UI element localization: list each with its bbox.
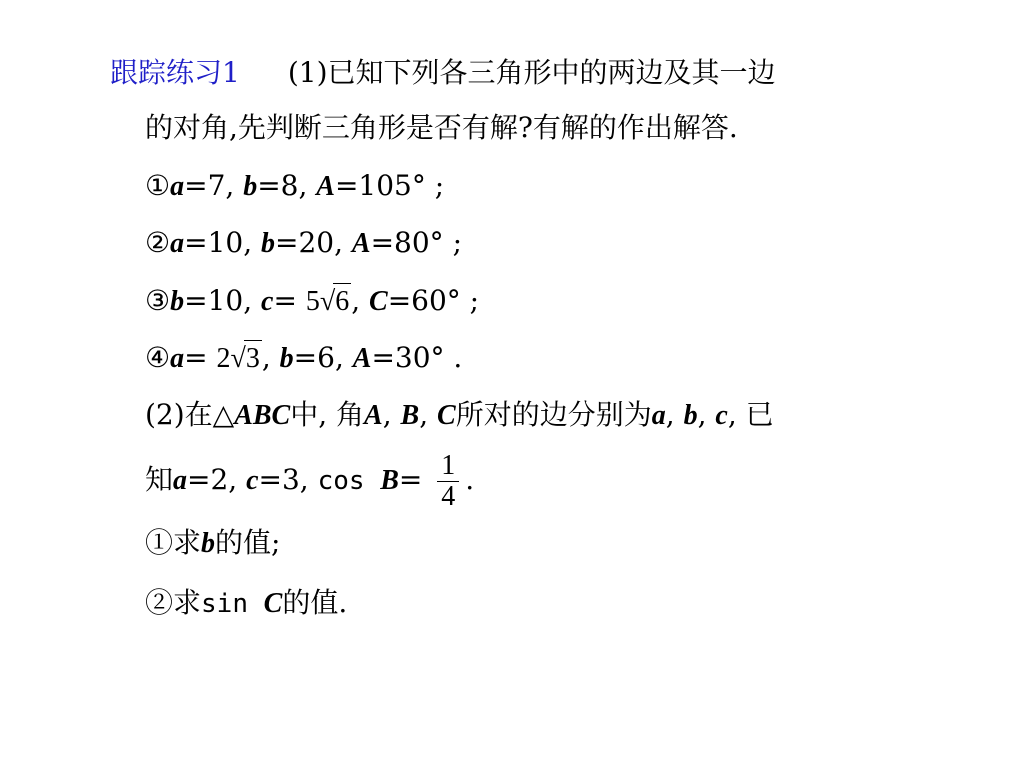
denominator: 4 xyxy=(441,481,456,512)
sin-function: sin xyxy=(201,589,264,619)
item-4-text: =30° . xyxy=(371,341,463,374)
var-b: b xyxy=(683,400,698,431)
fraction xyxy=(437,451,459,512)
part2-text: 知 xyxy=(145,463,174,496)
intro-text-a: (1)已知下列各三角形中的两边及其一边 xyxy=(287,56,776,89)
item-2 xyxy=(145,225,462,262)
separator: , xyxy=(382,398,401,431)
var-a: a xyxy=(173,465,188,496)
radicand: 6 xyxy=(333,283,351,320)
item-3-text: =60° ; xyxy=(387,284,480,317)
var-A: A xyxy=(352,343,372,374)
heading-line xyxy=(110,55,776,91)
question-2-mark: ②求 xyxy=(145,586,202,619)
sqrt-expression: 5√6 xyxy=(306,283,351,320)
question-1-mark: ①求 xyxy=(145,526,202,559)
part2-text: , 已 xyxy=(727,398,774,431)
triangle-name: ABC xyxy=(234,400,291,431)
item-3-mark: ③ xyxy=(145,284,171,317)
var-C: C xyxy=(263,588,283,619)
var-B: B xyxy=(380,465,399,496)
part2-line-2 xyxy=(145,448,474,513)
var-b: b xyxy=(243,171,258,202)
item-1 xyxy=(145,168,444,205)
item-2-mark: ② xyxy=(145,226,171,259)
var-b: b xyxy=(279,343,294,374)
question-2 xyxy=(145,585,347,622)
item-4-text: , xyxy=(261,341,280,374)
item-3-text: = xyxy=(273,284,306,317)
var-b: b xyxy=(170,286,185,317)
cos-function: cos xyxy=(317,466,381,496)
item-4 xyxy=(145,340,462,377)
item-1-text: =8, xyxy=(257,169,317,202)
radicand: 3 xyxy=(244,340,262,377)
sqrt-expression: 2√3 xyxy=(216,340,261,377)
var-c: c xyxy=(261,286,274,317)
part2-text: 所对的边分别为 xyxy=(455,398,652,431)
var-a: a xyxy=(170,171,185,202)
item-1-text: =7, xyxy=(184,169,244,202)
intro-line-2 xyxy=(145,110,738,146)
item-1-text: =105° ; xyxy=(334,169,445,202)
intro-text-b: 的对角,先判断三角形是否有解?有解的作出解答. xyxy=(145,111,738,144)
part2-text: 中, 角 xyxy=(290,398,365,431)
item-4-text: = xyxy=(184,341,217,374)
var-A: A xyxy=(364,400,383,431)
item-2-text: =10, xyxy=(184,226,261,259)
item-4-mark: ④ xyxy=(145,341,171,374)
item-4-text: =6, xyxy=(293,341,353,374)
part2-text: = xyxy=(398,463,432,496)
var-c: c xyxy=(246,465,259,496)
var-a: a xyxy=(170,343,185,374)
question-1-text: 的值; xyxy=(215,526,281,559)
part2-text: =2, xyxy=(187,463,247,496)
item-2-text: =80° ; xyxy=(370,226,463,259)
part2-line-1 xyxy=(145,397,774,434)
part2-text: . xyxy=(465,463,475,496)
var-C: C xyxy=(369,286,388,317)
coefficient: 2 xyxy=(216,343,231,374)
var-A: A xyxy=(316,171,335,202)
separator: , xyxy=(419,398,438,431)
part2-text: =3, xyxy=(258,463,318,496)
var-A: A xyxy=(351,228,371,259)
part2-text: (2)在△ xyxy=(145,398,235,431)
var-c: c xyxy=(715,400,728,431)
question-2-text: 的值. xyxy=(282,586,348,619)
item-3-text: , xyxy=(351,284,369,317)
item-3 xyxy=(145,283,479,320)
item-3-text: =10, xyxy=(184,284,261,317)
var-C: C xyxy=(437,400,456,431)
numerator: 1 xyxy=(437,451,459,482)
separator: , xyxy=(697,398,716,431)
question-1 xyxy=(145,525,280,562)
var-b: b xyxy=(261,228,275,259)
item-2-text: =20, xyxy=(275,226,352,259)
var-b: b xyxy=(201,528,216,559)
coefficient: 5 xyxy=(305,286,320,317)
separator: , xyxy=(665,398,684,431)
var-a: a xyxy=(170,228,185,259)
item-1-mark: ① xyxy=(145,169,171,202)
var-a: a xyxy=(651,400,666,431)
var-B: B xyxy=(400,400,420,431)
exercise-label: 跟踪练习1 xyxy=(110,56,240,89)
